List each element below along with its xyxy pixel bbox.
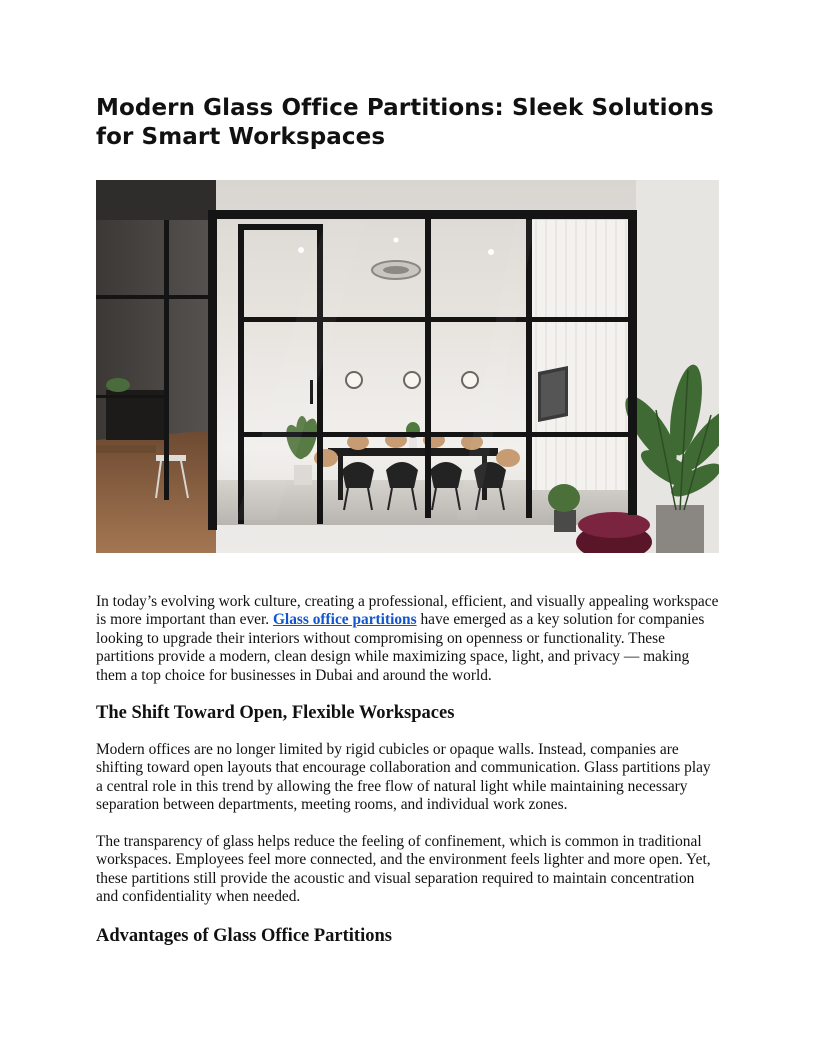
- photo-illustration: [96, 180, 719, 553]
- shift-paragraph-2: The transparency of glass helps reduce the feeling of confinement, which is common in traditional workspaces. Employees feel more connected, and the environment feels lighter and more open. Yet, these partitions still provide the acoustic and visual separation required to maintain concentration and confidentiality when needed.: [96, 833, 711, 906]
- section-heading-advantages: Advantages of Glass Office Partitions: [96, 926, 392, 946]
- glass-office-partitions-link[interactable]: Glass office partitions: [272, 611, 417, 629]
- office-glass-partition-photo: [96, 180, 719, 553]
- article-title: Modern Glass Office Partitions: Sleek Solutions for Smart Workspaces: [96, 95, 714, 150]
- intro-text-after-link: have emerged as a key solution for companies looking to upgrade their interiors without compromising on openness or functionality. These partitions provide a modern, clean design while maximizing space, light, and privacy — making them a top choice for businesses in Dubai and around the world.: [96, 611, 705, 684]
- intro-paragraph: [96, 593, 720, 685]
- section-heading-shift: The Shift Toward Open, Flexible Workspaces: [96, 703, 455, 723]
- intro-text-before-link: In today’s evolving work culture, creating a professional, efficient, and visually appealing workspace is more important than ever.: [96, 593, 719, 629]
- shift-paragraph-1: Modern offices are no longer limited by rigid cubicles or opaque walls. Instead, companies are shifting toward open layouts that encourage collaboration and communication. Glass partitions play a central role in this trend by allowing the free flow of natural light while maintaining necessary separation between departments, meeting rooms, and individual work zones.: [96, 741, 711, 814]
